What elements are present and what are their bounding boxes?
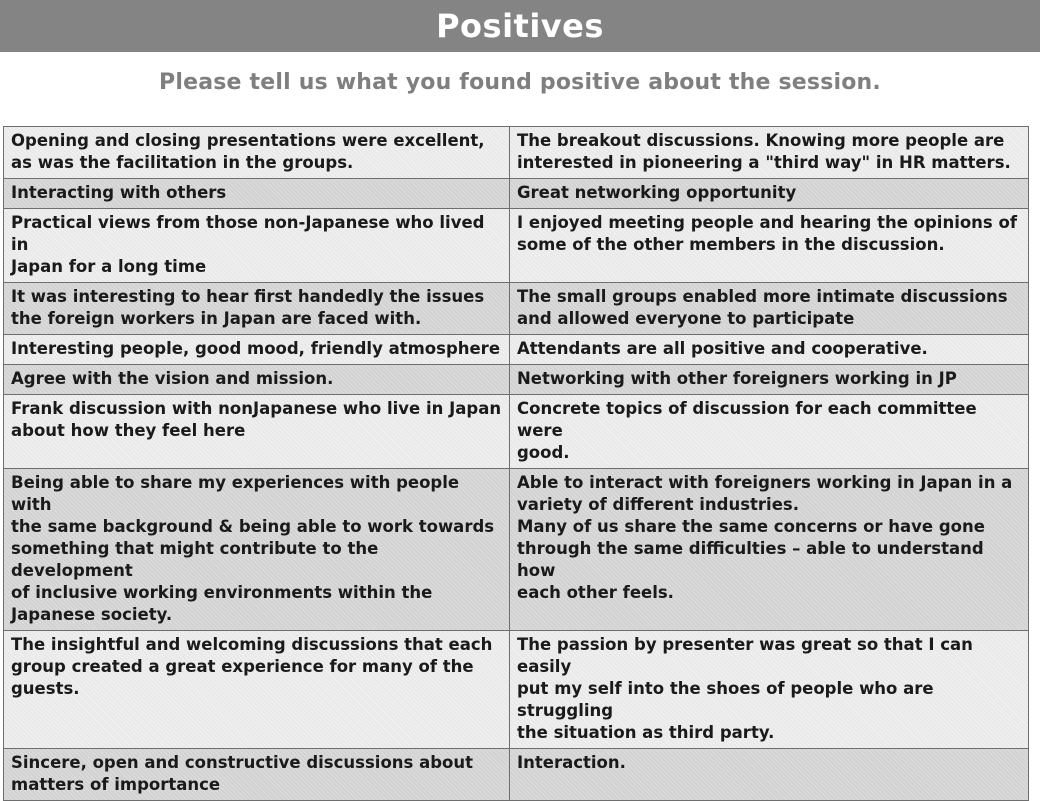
feedback-cell-left	[4, 335, 510, 365]
feedback-line: Great networking opportunity	[517, 183, 797, 202]
feedback-cell-left	[4, 209, 510, 283]
table-row	[4, 283, 1029, 335]
feedback-line: Frank discussion with nonJapanese who live in Japan	[11, 399, 502, 418]
feedback-line: good.	[517, 443, 570, 462]
table-row	[4, 631, 1029, 749]
feedback-line: Many of us share the same concerns or have gone	[517, 517, 985, 536]
table-row	[4, 365, 1029, 395]
feedback-cell-right	[510, 469, 1029, 631]
feedback-cell-right	[510, 395, 1029, 469]
feedback-cell-right	[510, 283, 1029, 335]
feedback-cell-right	[510, 209, 1029, 283]
feedback-line: Attendants are all positive and cooperative.	[517, 339, 928, 358]
feedback-line: Able to interact with foreigners working in Japan in a	[517, 473, 1013, 492]
feedback-line: variety of different industries.	[517, 495, 799, 514]
feedback-line: It was interesting to hear first handedly the issues	[11, 287, 485, 306]
feedback-cell-left	[4, 127, 510, 179]
table-row	[4, 335, 1029, 365]
feedback-line: The breakout discussions. Knowing more people are	[517, 131, 1005, 150]
feedback-line: Interesting people, good mood, friendly atmosphere	[11, 339, 501, 358]
feedback-line: some of the other members in the discussion.	[517, 235, 945, 254]
feedback-cell-right	[510, 179, 1029, 209]
feedback-line: and allowed everyone to participate	[517, 309, 855, 328]
feedback-line: Concrete topics of discussion for each committee were	[517, 399, 977, 440]
feedback-line: interested in pioneering a "third way" in HR matters.	[517, 153, 1011, 172]
feedback-line: each other feels.	[517, 583, 674, 602]
feedback-cell-left	[4, 179, 510, 209]
feedback-line: the same background & being able to work towards	[11, 517, 495, 536]
feedback-line: Opening and closing presentations were excellent,	[11, 131, 485, 150]
feedback-cell-right	[510, 335, 1029, 365]
feedback-line: I enjoyed meeting people and hearing the opinions of	[517, 213, 1018, 232]
feedback-line: Interacting with others	[11, 183, 227, 202]
feedback-line: Agree with the vision and mission.	[11, 369, 334, 388]
feedback-line: Japan for a long time	[11, 257, 207, 276]
feedback-line: Networking with other foreigners working in JP	[517, 369, 957, 388]
feedback-cell-left	[4, 631, 510, 749]
feedback-cell-right	[510, 631, 1029, 749]
feedback-line: put my self into the shoes of people who are struggling	[517, 679, 934, 720]
feedback-line: Sincere, open and constructive discussions about	[11, 753, 474, 772]
feedback-table	[3, 126, 1029, 801]
feedback-line: The small groups enabled more intimate discussions	[517, 287, 1008, 306]
feedback-line: guests.	[11, 679, 80, 698]
feedback-line: as was the facilitation in the groups.	[11, 153, 354, 172]
feedback-line: The insightful and welcoming discussions that each	[11, 635, 493, 654]
slide-title: Positives	[436, 7, 604, 45]
table-row	[4, 179, 1029, 209]
feedback-line: The passion by presenter was great so that I can easily	[517, 635, 973, 676]
feedback-line: the situation as third party.	[517, 723, 775, 742]
feedback-line: group created a great experience for many of the	[11, 657, 474, 676]
table-row	[4, 127, 1029, 179]
feedback-line: the foreign workers in Japan are faced with.	[11, 309, 422, 328]
slide-header	[0, 0, 1040, 52]
feedback-line: Being able to share my experiences with people with	[11, 473, 460, 514]
feedback-line: about how they feel here	[11, 421, 246, 440]
feedback-line: Interaction.	[517, 753, 626, 772]
feedback-cell-right	[510, 749, 1029, 801]
feedback-cell-left	[4, 469, 510, 631]
feedback-line: matters of importance	[11, 775, 221, 794]
slide-subtitle: Please tell us what you found positive about the session.	[159, 70, 881, 95]
feedback-line: Japanese society.	[11, 605, 173, 624]
feedback-line: something that might contribute to the development	[11, 539, 379, 580]
feedback-line: of inclusive working environments within the	[11, 583, 433, 602]
table-row	[4, 749, 1029, 801]
feedback-cell-left	[4, 283, 510, 335]
table-row	[4, 469, 1029, 631]
feedback-cell-left	[4, 365, 510, 395]
feedback-line: through the same difficulties – able to understand how	[517, 539, 984, 580]
feedback-line: Practical views from those non-Japanese who lived in	[11, 213, 485, 254]
table-row	[4, 209, 1029, 283]
table-row	[4, 395, 1029, 469]
feedback-cell-right	[510, 127, 1029, 179]
feedback-cell-right	[510, 365, 1029, 395]
feedback-cell-left	[4, 395, 510, 469]
feedback-cell-left	[4, 749, 510, 801]
